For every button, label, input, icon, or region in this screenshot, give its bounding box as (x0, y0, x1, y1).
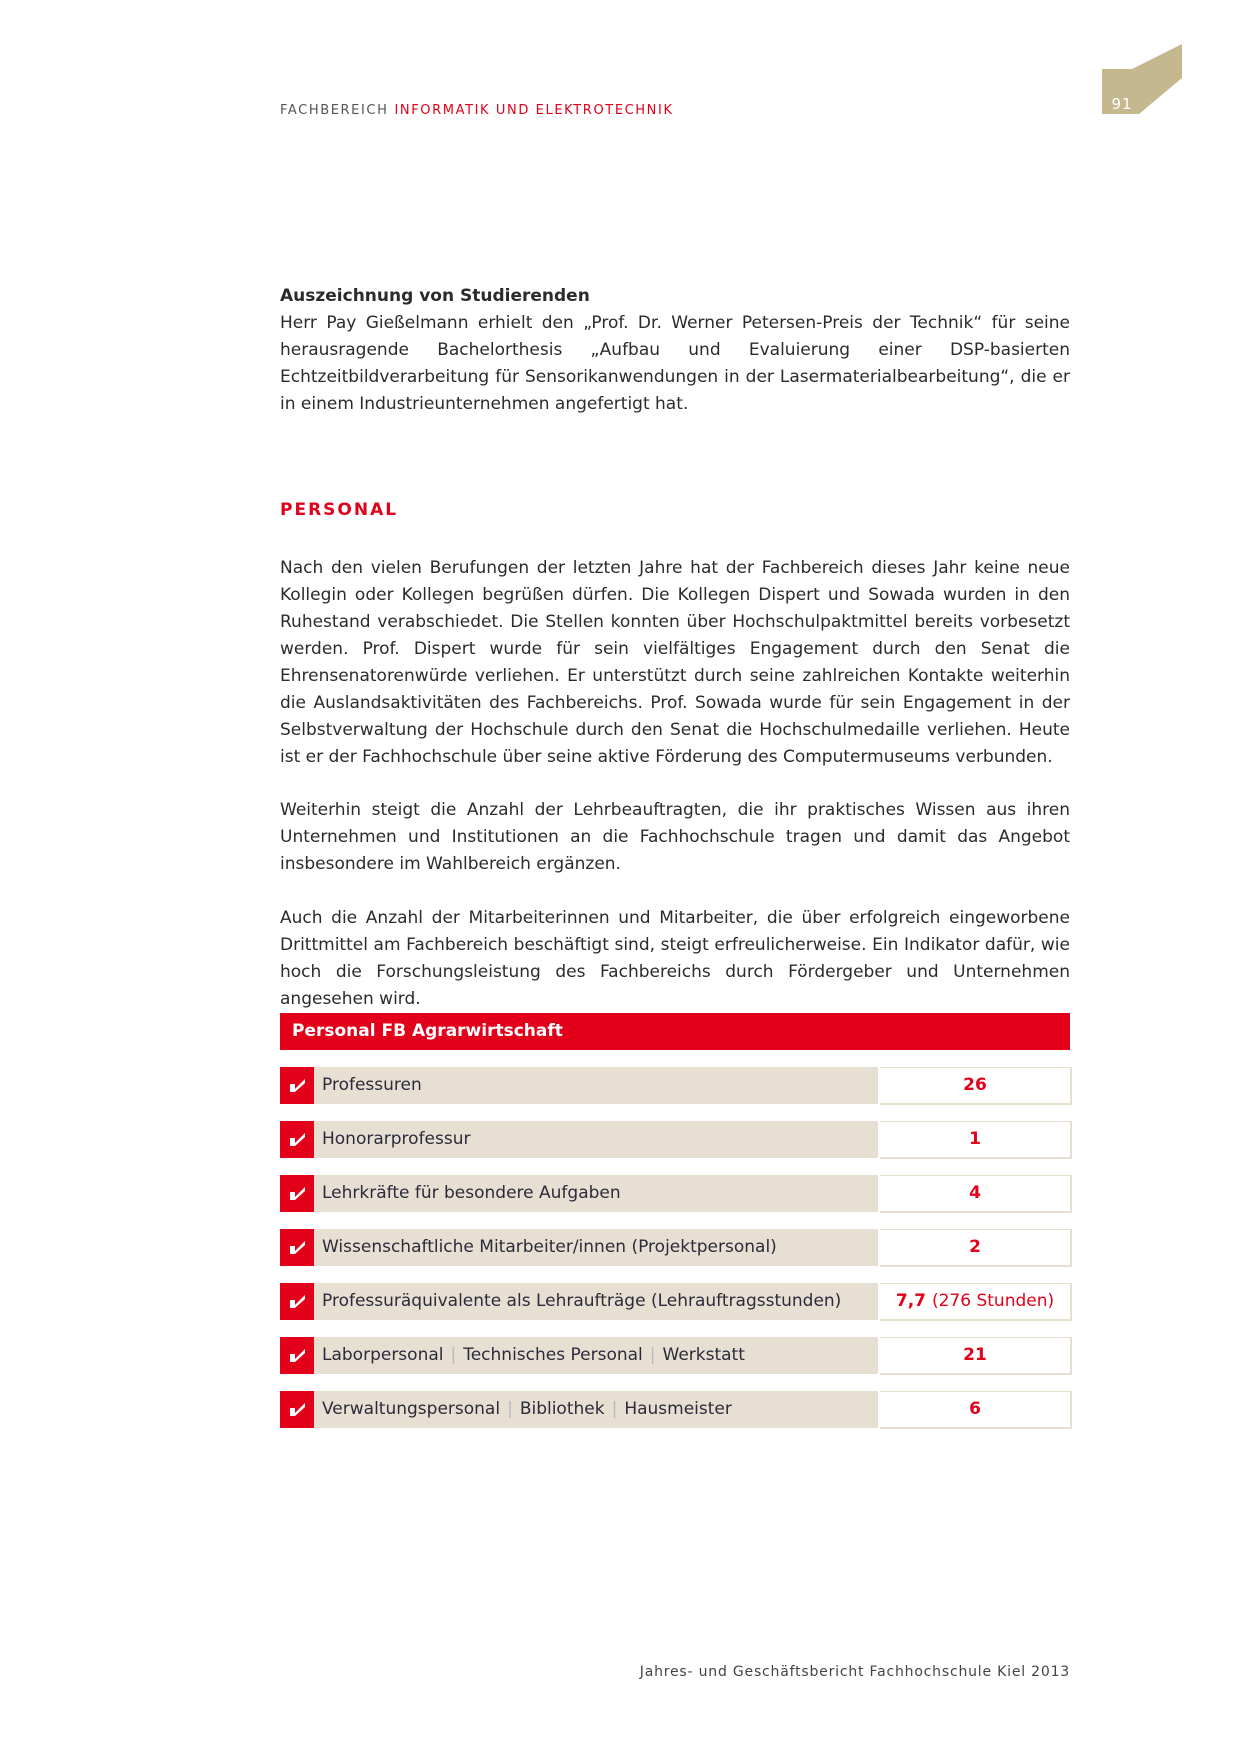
check-icon (280, 1229, 314, 1266)
label-part: Werkstatt (662, 1345, 745, 1365)
row-value (880, 1283, 1072, 1321)
value-number: 21 (963, 1345, 987, 1365)
table-row (280, 1121, 1070, 1158)
value-number: 4 (969, 1183, 981, 1203)
row-label (314, 1121, 878, 1158)
running-header (280, 103, 674, 118)
award-paragraph (280, 310, 1070, 418)
label-part: Hausmeister (624, 1399, 732, 1419)
paragraph-text: Nach den vielen Berufungen der letzten Jahre hat der Fachbereich dieses Jahr keine neue Kollegin oder Kollegen begrüßen dürfen. Die Kollegen Dispert und Sowada wurden in den Ruhestand verabschiedet. Die Stellen konnten über Hochschulpaktmittel bereits vorbesetzt werden. Prof. Dispert wurde für sein vielfältiges Engagement durch den Senat die Ehrensenatorenwürde verliehen. Er unterstützt durch seine zahlreichen Kontakte weiterhin die Auslandsaktivitäten des Fachbereichs. Prof. Sowada wurde für sein Engagement in der Selbstverwaltung der Hochschule durch den Senat die Hochschulmedaille verliehen. Heute ist er der Fachhochschule über seine aktive Förderung des Computermuseums verbunden. (280, 558, 1070, 767)
row-value (880, 1175, 1072, 1213)
label-separator: | (450, 1345, 457, 1365)
value-number: 26 (963, 1075, 987, 1095)
label-separator: | (507, 1399, 513, 1419)
row-value (880, 1337, 1072, 1375)
table-row (280, 1283, 1070, 1320)
label-part: Professuräquivalente als Lehraufträge (Lehrauftragsstunden) (322, 1291, 842, 1311)
table-rows (280, 1067, 1070, 1428)
row-label (314, 1067, 878, 1104)
row-label (314, 1229, 878, 1266)
table-row (280, 1229, 1070, 1266)
paragraph-text: Auch die Anzahl der Mitarbeiterinnen und Mitarbeiter, die über erfolgreich eingeworbene Drittmittel am Fachbereich beschäftigt sind, steigt erfreulicherweise. Ein Indikator dafür, wie hoch die Forschungsleistung des Fachbereichs durch Fördergeber und Unternehmen angesehen wird. (280, 908, 1070, 1009)
row-value (880, 1121, 1072, 1159)
row-value (880, 1067, 1072, 1105)
check-icon (280, 1067, 314, 1104)
personal-paragraph-1 (280, 555, 1070, 771)
row-value (880, 1229, 1072, 1267)
personal-paragraph-3 (280, 905, 1070, 1013)
label-part: Professuren (322, 1075, 422, 1095)
header-department: INFORMATIK UND ELEKTROTECHNIK (394, 103, 674, 118)
personal-paragraph-2 (280, 797, 1070, 878)
table-title: Personal FB Agrarwirtschaft (280, 1013, 1070, 1050)
row-label (314, 1283, 878, 1320)
value-number: 6 (969, 1399, 981, 1419)
label-part: Technisches Personal (463, 1345, 643, 1365)
label-part: Lehrkräfte für besondere Aufgaben (322, 1183, 621, 1203)
table-row (280, 1337, 1070, 1374)
award-heading: Auszeichnung von Studierenden (280, 286, 590, 306)
page-tab-shape (1102, 44, 1182, 128)
footer-text: Jahres- und Geschäftsbericht Fachhochschule Kiel 2013 (639, 1664, 1070, 1680)
check-icon (280, 1175, 314, 1212)
row-value (880, 1391, 1072, 1429)
label-part: Bibliothek (519, 1399, 605, 1419)
value-extra: (276 Stunden) (931, 1291, 1055, 1311)
check-icon (280, 1337, 314, 1374)
value-number: 2 (969, 1237, 981, 1257)
table-row (280, 1175, 1070, 1212)
page-number: 91 (1111, 95, 1133, 113)
table-row (280, 1067, 1070, 1104)
personal-table (280, 1013, 1070, 1428)
label-part: Honorarprofessur (322, 1129, 471, 1149)
section-heading: PERSONAL (280, 500, 399, 520)
award-text: Herr Pay Gießelmann erhielt den „Prof. Dr. Werner Petersen-Preis der Technik“ für seine herausragende Bachelorthesis „Aufbau und Evaluierung einer DSP-basierten Echtzeitbildverarbeitung für Sensorikanwendungen in der Lasermaterialbearbeitung“, die er in einem Industrieunternehmen angefertigt hat. (280, 313, 1070, 414)
label-part: Wissenschaftliche Mitarbeiter/innen (Projektpersonal) (322, 1237, 777, 1257)
row-label (314, 1391, 878, 1428)
label-separator: | (611, 1399, 618, 1419)
table-spacer (280, 1050, 1070, 1067)
value-number: 1 (969, 1129, 981, 1149)
row-label (314, 1175, 878, 1212)
check-icon (280, 1121, 314, 1158)
check-icon (280, 1391, 314, 1428)
row-label (314, 1337, 878, 1374)
header-section: FACHBEREICH (280, 103, 389, 118)
check-icon (280, 1283, 314, 1320)
value-number: 7,7 (895, 1291, 926, 1311)
label-part: Laborpersonal (322, 1345, 444, 1365)
label-part: Verwaltungspersonal (322, 1399, 501, 1419)
label-separator: | (649, 1345, 656, 1365)
table-row (280, 1391, 1070, 1428)
paragraph-text: Weiterhin steigt die Anzahl der Lehrbeauftragten, die ihr praktisches Wissen aus ihren Unternehmen und Institutionen an die Fachhochschule tragen und damit das Angebot insbesondere im Wahlbereich ergänzen. (280, 800, 1070, 874)
